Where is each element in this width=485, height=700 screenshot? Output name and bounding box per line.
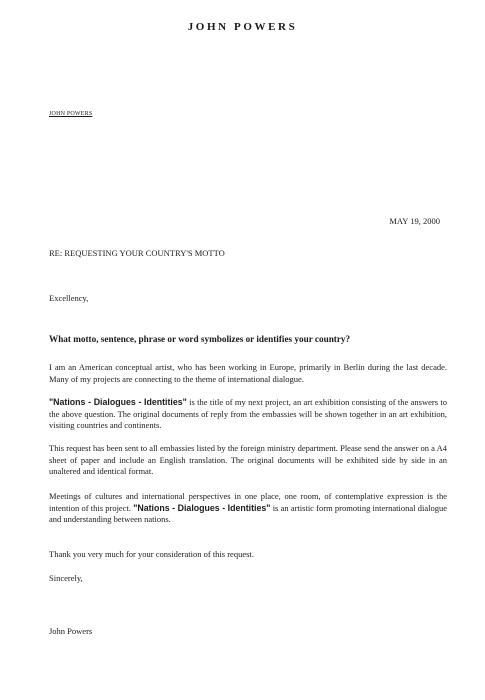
- paragraph-intention-after: is an artistic form promoting international dialogue and understanding between nations.: [49, 502, 447, 525]
- signature-name: John Powers: [49, 626, 93, 636]
- project-title-repeat: "Nations - Dialogues - Identities": [133, 502, 271, 513]
- subject-line: RE: REQUESTING YOUR COUNTRY'S MOTTO: [49, 248, 225, 258]
- letter-date: MAY 19, 2000: [389, 216, 440, 226]
- paragraph-project-text: is the title of my next project, an art exhibition consisting of the answers to the above question. The original documents of reply from the embassies will be shown together in an art exhibition, visiting countries and continents.: [49, 397, 447, 431]
- project-title: "Nations - Dialogues - Identities": [49, 397, 187, 407]
- sender-line: JOHN POWERS: [49, 111, 93, 117]
- closing: Sincerely,: [49, 573, 83, 583]
- paragraph-request: This request has been sent to all embassies listed by the foreign ministry department. Please send the answer on a A4 sheet of paper and include an English translation. The original documents will be exhibited side by side in an unaltered and identical format.: [49, 443, 447, 477]
- thanks-line: Thank you very much for your consideration of this request.: [49, 549, 254, 559]
- paragraph-introduction: I am an American conceptual artist, who has been working in Europe, primarily in Berlin during the last decade. Many of my projects are connecting to the theme of international dialogue.: [49, 362, 447, 384]
- motto-question: What motto, sentence, phrase or word symbolizes or identifies your country?: [49, 334, 351, 344]
- salutation: Excellency,: [49, 293, 89, 303]
- paragraph-intention-before: Meetings of cultures and international perspectives in one place, one room, of contemplative expression is the intention of this project.: [49, 491, 447, 513]
- paragraph-intention: [49, 491, 447, 526]
- paragraph-project: [49, 397, 447, 432]
- letterhead: JOHN POWERS: [187, 21, 298, 33]
